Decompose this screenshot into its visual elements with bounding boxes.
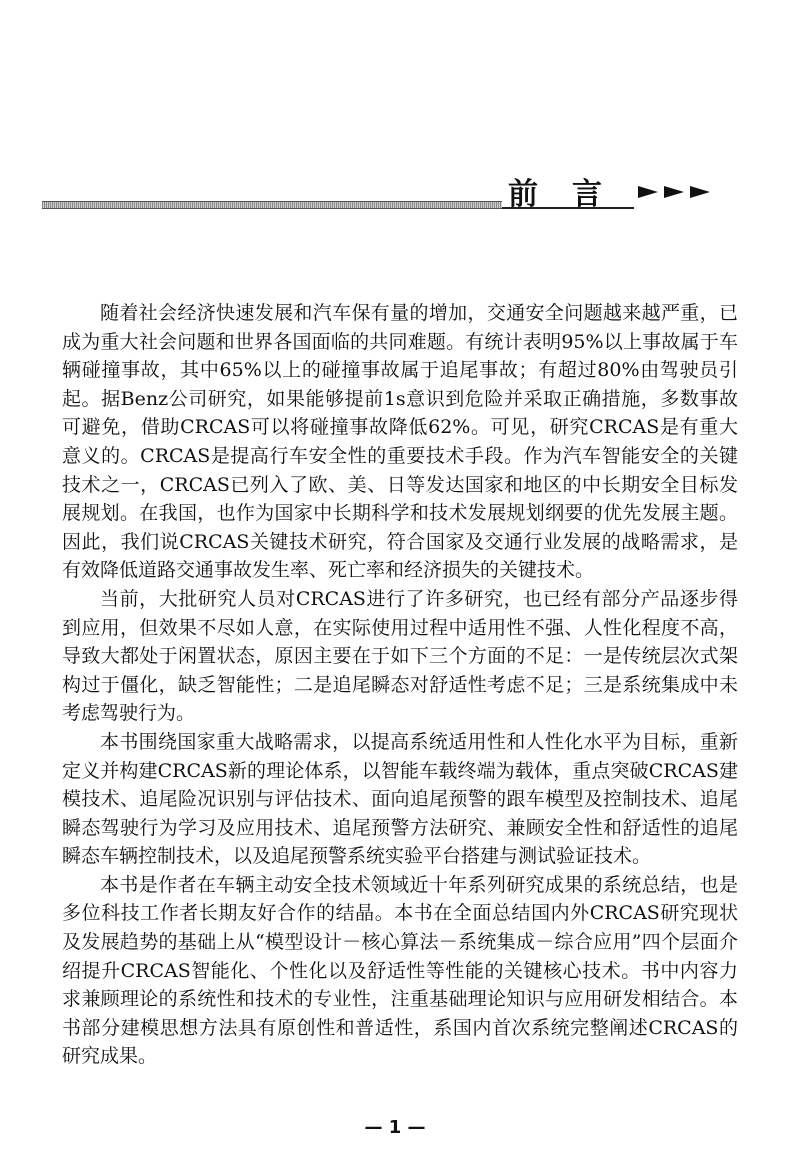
arrow-right-icon — [638, 186, 658, 198]
chapter-title: 前言 — [508, 177, 636, 212]
paragraph: 当前，大批研究人员对CRCAS进行了许多研究，也已经有部分产品逐步得到应用，但效果不尽如人意，在实际使用过程中适用性不强、人性化程度不高，导致大都处于闲置状态，原因主要在于如下三个方面的不足：一是传统层次式架构过于僵化，缺乏智能性；二是追尾瞬态对舒适性考虑不足；三是系统集成中未考虑驾驶行为。 — [62, 587, 738, 725]
page-number: — 1 — — [364, 1117, 426, 1138]
paragraph: 随着社会经济快速发展和汽车保有量的增加，交通安全问题越来越严重，已成为重大社会问题和世界各国面临的共同难题。有统计表明95%以上事故属于车辆碰撞事故，其中65%以上的碰撞事故属于追尾事故；有超过80%由驾驶员引起。据Benz公司研究，如果能够提前1s意识到危险并采取正确措施，多数事故可避免，借助CRCAS可以将碰撞事故降低62%。可见，研究CRCAS是有重大意义的。CRCAS是提高行车安全性的重要技术手段。作为汽车智能安全的关键技术之一，CRCAS已列入了欧、美、日等发达国家和地区的中长期安全目标发展规划。在我国，也作为国家中长期科学和技术发展规划纲要的优先发展主题。因此，我们说CRCAS关键技术研究，符合国家及交通行业发展的战略需求，是有效降低道路交通事故发生率、死亡率和经济损失的关键技术。 — [62, 302, 738, 582]
chapter-header — [42, 178, 742, 218]
header-decorative-rule — [42, 201, 502, 209]
arrow-right-icon — [664, 186, 684, 198]
header-arrows — [638, 186, 710, 198]
paragraph: 本书是作者在车辆主动安全技术领域近十年系列研究成果的系统总结，也是多位科技工作者长期友好合作的结晶。本书在全面总结国内外CRCAS研究现状及发展趋势的基础上从“模型设计－核心算法－系统集成－综合应用”四个层面介绍提升CRCAS智能化、个性化以及舒适性等性能的关键核心技术。书中内容力求兼顾理论的系统性和技术的专业性，注重基础理论知识与应用研发相结合。本书部分建模思想方法具有原创性和普适性，系国内首次系统完整阐述CRCAS的研究成果。 — [62, 873, 738, 1068]
preface-body — [62, 299, 738, 1071]
arrow-right-icon — [690, 186, 710, 198]
paragraph: 本书围绕国家重大战略需求，以提高系统适用性和人性化水平为目标，重新定义并构建CRCAS新的理论体系，以智能车载终端为载体，重点突破CRCAS建模技术、追尾险况识别与评估技术、面向追尾预警的跟车模型及控制技术、追尾瞬态驾驶行为学习及应用技术、追尾预警方法研究、兼顾安全性和舒适性的追尾瞬态车辆控制技术，以及追尾预警系统实验平台搭建与测试验证技术。 — [62, 730, 738, 868]
